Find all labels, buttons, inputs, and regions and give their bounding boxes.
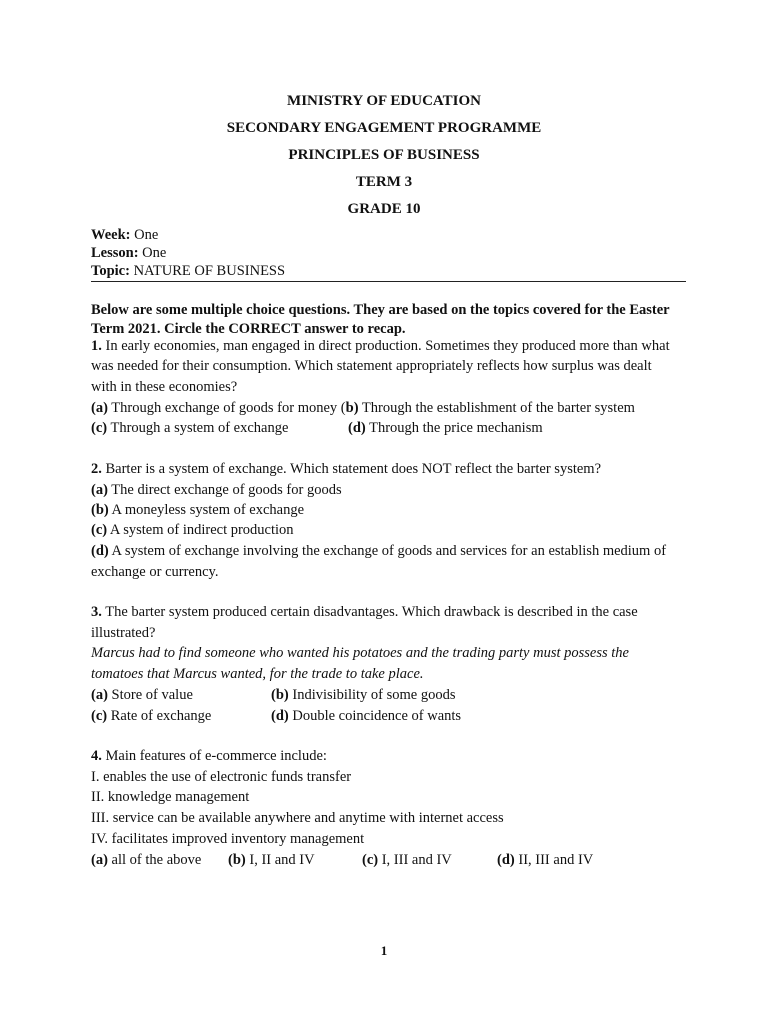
q4-option-d [497,850,593,870]
q2-option-d-cont: exchange or currency. [91,564,219,580]
q4-item-4: IV. facilitates improved inventory management [91,831,365,847]
q4-item-1: I. enables the use of electronic funds transfer [91,769,352,785]
q3-c-key: (c) [91,708,108,724]
q3-number: 3. [91,604,102,620]
q3-text1: The barter system produced certain disadvantages. Which drawback is described in the case [101,604,638,620]
q4-item-3: III. service can be available anywhere and anytime with internet access [91,810,504,826]
q3-option-d [271,706,461,726]
meta-week [91,227,158,244]
q3-case-line2: tomatoes that Marcus wanted, for the trade to take place. [91,666,424,682]
topic-label: Topic: [91,263,130,279]
q1-number: 1. [91,338,102,354]
q4-c-key: (c) [362,852,379,868]
q3-a-key: (a) [91,687,108,703]
q2-line1 [91,459,601,479]
q4-option-b [228,850,315,870]
divider-line [91,281,686,282]
header-subject: PRINCIPLES OF BUSINESS [288,147,480,163]
q1-option-d [348,418,543,438]
q1-b-text: Through the establishment of the barter system [358,400,635,416]
q4-d-text: II, III and IV [514,852,594,868]
q3-b-key: (b) [271,687,289,703]
header-ministry: MINISTRY OF EDUCATION [287,93,481,109]
q4-option-a [91,850,201,870]
q1-d-text: Through the price mechanism [365,420,543,436]
q2-option-d [91,541,666,561]
q2-option-a [91,480,342,500]
q1-b-key: b) [345,400,359,416]
header-term: TERM 3 [355,174,413,190]
q2-b-text: A moneyless system of exchange [108,502,305,518]
q4-item-2: II. knowledge management [91,789,250,805]
q3-option-c [91,706,211,726]
q2-text1: Barter is a system of exchange. Which statement does NOT reflect the barter system? [101,461,602,477]
q4-number: 4. [91,748,102,764]
q3-option-a [91,685,193,705]
q3-line1 [91,602,638,622]
q1-line2: was needed for their consumption. Which statement appropriately reflects how surplus was dealt [91,358,652,374]
week-label: Week: [91,227,131,243]
q1-options-ab [91,398,635,418]
q1-line1 [91,336,670,356]
q4-a-text: all of the above [107,852,202,868]
q4-option-c [362,850,452,870]
lesson-label: Lesson: [91,245,139,261]
q4-b-text: I, II and IV [245,852,315,868]
instructions-line2: Term 2021. Circle the CORRECT answer to recap. [91,321,406,337]
q2-d-text: A system of exchange involving the exchange of goods and services for an establish medium of [108,543,667,559]
q3-b-text: Indivisibility of some goods [288,687,456,703]
q4-d-key: (d) [497,852,515,868]
q1-d-key: (d) [348,420,366,436]
q4-a-key: (a) [91,852,108,868]
q3-case-line1: Marcus had to find someone who wanted his potatoes and the trading party must possess the [91,645,629,661]
q3-a-text: Store of value [107,687,193,703]
q2-a-text: The direct exchange of goods for goods [107,482,342,498]
lesson-value: One [138,245,167,261]
q1-a-key: (a) [91,400,108,416]
q1-c-key: (c) [91,420,108,436]
meta-lesson [91,245,166,262]
q2-d-key: (d) [91,543,109,559]
instructions-line1: Below are some multiple choice questions. They are based on the topics covered for the Easter [91,302,670,318]
q1-text1: In early economies, man engaged in direct production. Sometimes they produced more than what [101,338,670,354]
q4-text1: Main features of e-commerce include: [101,748,327,764]
q4-b-key: (b) [228,852,246,868]
q2-b-key: (b) [91,502,109,518]
q1-option-c [91,418,288,438]
q4-line1 [91,746,327,766]
q1-line3: with in these economies? [91,379,238,395]
q3-d-key: (d) [271,708,289,724]
meta-topic [91,263,285,280]
week-value: One [130,227,159,243]
q3-line2: illustrated? [91,625,156,641]
q2-option-b [91,500,304,520]
q4-c-text: I, III and IV [378,852,452,868]
q1-a-text: Through exchange of goods for money ( [107,400,346,416]
q2-c-key: (c) [91,522,108,538]
q2-c-text: A system of indirect production [107,522,294,538]
q1-c-text: Through a system of exchange [107,420,289,436]
q2-option-c [91,520,294,540]
topic-value: NATURE OF BUSINESS [129,263,286,279]
q3-option-b [271,685,455,705]
q3-c-text: Rate of exchange [107,708,212,724]
header-grade: GRADE 10 [347,201,421,217]
q3-d-text: Double coincidence of wants [288,708,462,724]
page-number: 1 [380,943,388,958]
q2-number: 2. [91,461,102,477]
q2-a-key: (a) [91,482,108,498]
header-programme: SECONDARY ENGAGEMENT PROGRAMME [226,120,542,136]
